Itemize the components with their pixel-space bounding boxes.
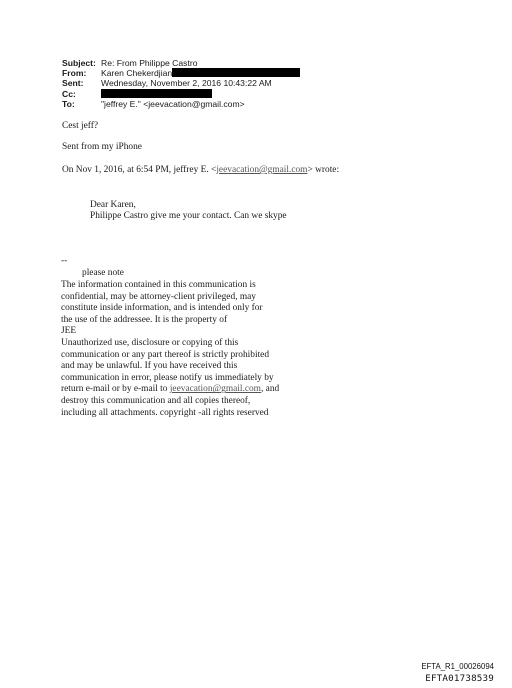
body-line-cest-jeff: Cest jeff?	[62, 121, 99, 131]
disclaimer-line: including all attachments. copyright -all rights reserved	[61, 407, 269, 418]
from-label: From:	[62, 68, 87, 79]
to-label: To:	[62, 98, 75, 109]
disclaimer-line-return	[61, 384, 279, 396]
disclaimer-line: and may be unlawful. If you have received this	[61, 361, 238, 372]
sent-row	[62, 78, 300, 88]
subject-value: Re: From Philippe Castro	[101, 58, 198, 68]
disclaimer-line: The information contained in this communication is	[61, 280, 256, 290]
disclaimer-email-link[interactable]: jeevacation@gmail.com	[169, 384, 261, 395]
quote-suffix: > wrote:	[307, 165, 340, 175]
please-note: please note	[82, 268, 124, 278]
sent-value: Wednesday, November 2, 2016 10:43:22 AM	[101, 78, 272, 89]
disclaimer	[61, 280, 279, 419]
signature-dashes: --	[61, 256, 68, 266]
subject-label: Subject:	[62, 58, 96, 68]
cc-row	[62, 89, 300, 99]
to-value: "jeffrey E." <jeevacation@gmail.com>	[101, 98, 245, 109]
disclaimer-line: communication in error, please notify us immediately by	[61, 372, 274, 383]
disclaimer-line: constitute inside information, and is intended only for	[61, 303, 263, 314]
cc-label: Cc:	[62, 88, 76, 99]
disclaimer-line: destroy this communication and all copies thereof,	[61, 395, 251, 406]
bates-number-primary: EFTA_R1_00026094	[421, 662, 494, 671]
return-prefix: return e-mail or by e-mail to	[61, 384, 170, 395]
bates-number-secondary: EFTA01738539	[425, 673, 494, 684]
sent-label: Sent:	[62, 78, 84, 89]
subject-row	[62, 58, 300, 68]
redaction-box	[172, 68, 300, 77]
disclaimer-line: JEE	[61, 326, 77, 337]
quoted-greeting: Dear Karen,	[90, 200, 136, 210]
quoted-message: Philippe Castro give me your contact. Can we skype	[90, 211, 287, 221]
quote-email-link[interactable]: jeevacation@gmail.com	[216, 165, 308, 175]
disclaimer-line: the use of the addressee. It is the property of	[61, 314, 228, 325]
quote-attribution	[62, 165, 339, 175]
to-row	[62, 99, 300, 109]
return-suffix: , and	[260, 384, 280, 395]
quote-prefix: On Nov 1, 2016, at 6:54 PM, jeffrey E. <	[62, 165, 217, 175]
from-value	[101, 68, 300, 78]
email-header	[62, 58, 300, 109]
from-row	[62, 68, 300, 78]
from-name: Karen Chekerdjian	[101, 68, 173, 79]
cc-value	[101, 89, 212, 99]
disclaimer-line: confidential, may be attorney-client privileged, may	[61, 291, 256, 302]
disclaimer-line: communication or any part thereof is strictly prohibited	[61, 349, 270, 360]
redaction-box	[101, 89, 212, 98]
disclaimer-line: Unauthorized use, disclosure or copying of this	[61, 337, 239, 348]
body-line-sent-from-iphone: Sent from my iPhone	[62, 142, 142, 152]
